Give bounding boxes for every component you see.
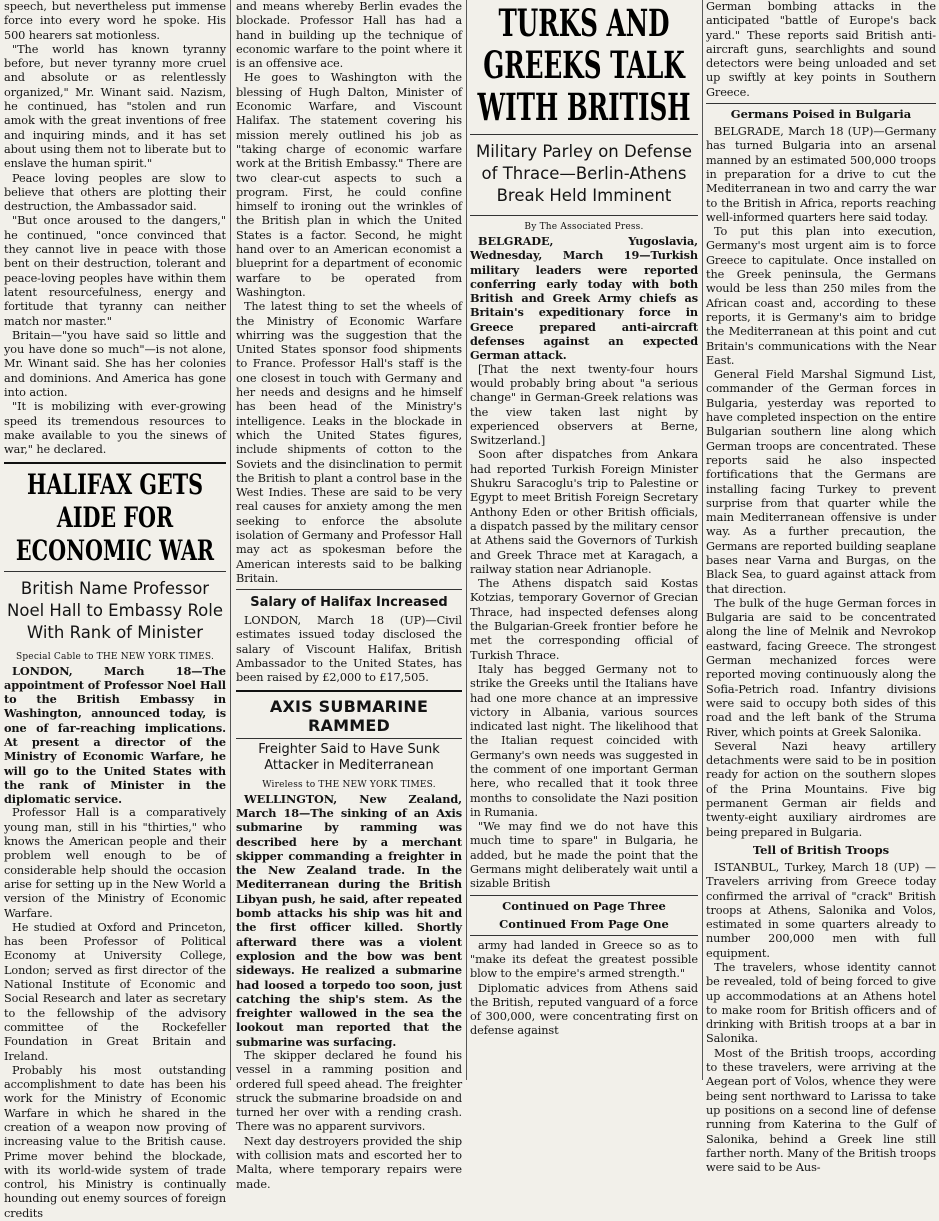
turks-byline: By The Associated Press. — [524, 222, 644, 232]
divider — [236, 738, 462, 739]
halifax-paragraph: Probably his most outstanding accomplishment to date has been his work for the Ministry of Economic Warfare in which he shared in the creation of a weapon now proving of increasing value to the British cause. Prime mover behind the blockade, with its world-wide system of trade control, his Ministry is continually hounding out enemy sources of foreign credits — [4, 1063, 226, 1220]
col1-paragraph: speech, but nevertheless put immense force into every word he spoke. His 500 hearers sat motionless. — [4, 0, 226, 42]
troops-paragraph: The travelers, whose identity cannot be revealed, told of being forced to give up accommodations at an Athens hotel to make room for British officers and of drinking with British troops at a bar in Salonika. — [706, 961, 936, 1046]
submarine-deck: Freighter Said to Have Sunk Attacker in Mediterranean — [258, 741, 440, 773]
col1-paragraph: Britain—"you have said so little and you have done so much"—is not alone, Mr. Winant said. She has her colonies and dominions. And America has gone into action. — [4, 328, 226, 400]
continued-on-page-three: Continued on Page Three — [502, 898, 666, 913]
halifax-paragraph: Professor Hall is a comparatively young man, still in his "thirties," who knows the American people and their problem well enough to be of considerable help should the occasion arise for setting up in the New World a version of the Ministry of Economic Warfare. — [4, 806, 226, 920]
turks-paragraph: Soon after dispatches from Ankara had reported Turkish Foreign Minister Shukru Saracoglu's trip to Palestine or Egypt to meet British Foreign Secretary Anthony Eden or other British officials, a dispatch passed by the military censor at Athens said the Governors of Turkish and Greek Thrace met at Karagach, a railway station near Adrianople. — [470, 448, 698, 576]
column-1 — [4, 0, 226, 1220]
submarine-byline: Wireless to THE NEW YORK TIMES. — [262, 779, 436, 790]
column-rule-1 — [230, 0, 231, 1080]
troops-paragraph: ISTANBUL, Turkey, March 18 (UP) — Travelers arriving from Greece today confirmed the arrival of "crack" British troops at Athens, Salonika and Volos, estimated in some quarters already to number 200,000 men with full equipment. — [706, 860, 936, 960]
divider — [470, 215, 698, 216]
bulgaria-paragraph: The bulk of the huge German forces in Bulgaria are said to be concentrated along the line of Melnik and Nevrokop eastward, facing Greece. The strongest German mechanized forces were reported moving continuously along the Sofia-Petrich road. Infantry divisions were said to occupy both sides of this road and the left bank of the Struma River, which points at Greek Salonika. — [706, 596, 936, 739]
halifax-deck: British Name Professor Noel Hall to Embassy Role With Rank of Minister — [7, 578, 223, 642]
bulgaria-paragraph: BELGRADE, March 18 (UP)—Germany has turned Bulgaria into an arsenal manned by an estimated 500,000 troops in preparation for a drive to cut the Mediterranean in two and carry the war to the British in Africa, reports reaching well-informed quarters here said today. — [706, 125, 936, 224]
submarine-paragraph: Next day destroyers provided the ship with collision mats and escorted her to Malta, where temporary repairs were made. — [236, 1134, 462, 1191]
divider — [4, 571, 226, 572]
turks-paragraph: Italy has begged Germany not to strike the Greeks until the Italians have had one more chance at an impressive victory in Albania, various sources indicated last night. The likelihood that the Italian request coincided with Germany's own needs was suggested in the comment of one important German here, who recalled that it took three months to consolidate the Nazi position in Rumania. — [470, 662, 698, 819]
column-4 — [706, 0, 936, 1175]
col2-paragraph: The latest thing to set the wheels of the Ministry of Economic Warfare whirring was the suggestion that the United States sponsor food shipments to France. Professor Hall's staff is the one closest in touch with Germany and her needs and designs and he himself has been head of the Ministry's intelligence. Leaks in the blockade in which the United States figures, include shipments of cotton to the Soviets and the disinclination to permit the British to plant a control base in the West Indies. These are said to be very real causes for anxiety among the men seeking to enforce the absolute isolation of Germany and Professor Hall may act as spokesman before the American interests said to be balking Britain. — [236, 300, 462, 585]
bulgaria-paragraph: General Field Marshal Sigmund List, commander of the German forces in Bulgaria, yesterday was reported to have completed inspection on the entire Bulgarian southern line along which German troops are concentrated. These reports said he also inspected fortifications that the Germans are installing facing Turkey to prevent surprise from that quarter while the main Mediterranean offensive is under way. As a further precaution, the Germans are reported building seaplane bases near Varna and Burgas, on the Black Sea, to guard against attack from that direction. — [706, 368, 936, 596]
column-3 — [470, 0, 698, 1080]
turks-bracket-note: [That the next twenty-four hours would probably bring about "a serious change" in German-Greek relations was the view taken last night by experienced observers at Berne, Switzerland.] — [470, 362, 698, 448]
divider — [706, 103, 936, 104]
troops-paragraph: Most of the British troops, according to these travelers, were arriving at the Aegean port of Volos, whence they were being sent northward to Larissa to take up positions on a second line of defense running from Katerina to the Gulf of Salonika, behind a Greek line still farther north. Many of the British troops were said to be Aus- — [706, 1046, 936, 1175]
halifax-byline: Special Cable to THE NEW YORK TIMES. — [15, 651, 215, 662]
turks-paragraph: Diplomatic advices from Athens said the British, reputed vanguard of a force of 300,000, were concentrating first on defense against — [470, 981, 698, 1038]
column-2 — [236, 0, 462, 1191]
divider — [470, 895, 698, 896]
submarine-lead: WELLINGTON, New Zealand, March 18—The sinking of an Axis submarine by ramming was described here by a merchant skipper commanding a freighter in the New Zealand trade. In the Mediterranean during the British Libyan push, he said, after repeated bomb attacks his ship was hit and the first officer killed. Shortly afterward there was a violent explosion and the bow was bent sideways. He realized a submarine had loosed a torpedo too soon, just catching the ship's stem. As the freighter wallowed in the sea the lookout man reported that the submarine was surfacing. — [236, 791, 462, 1049]
divider — [236, 589, 462, 590]
continued-from-page-one: Continued From Page One — [499, 916, 669, 931]
col1-paragraph: "But once aroused to the dangers," he continued, "once convinced that they cannot live in peace with those bent on their destruction, tolerant and peace-loving peoples have within them latent resourcefulness, energy and fortitude that tyranny can neither match nor master." — [4, 214, 226, 328]
divider — [470, 935, 698, 936]
halifax-headline: HALIFAX GETS AIDE FOR ECONOMIC WAR — [15, 467, 215, 567]
halifax-lead: LONDON, March 18—The appointment of Professor Noel Hall to the British Embassy in Washington, announced today, is one of far-reaching implications. At present a director of the Ministry of Economic Warfare, he will go to the United States with the rank of Minister in the diplomatic service. — [4, 663, 226, 807]
divider — [4, 462, 226, 464]
column-rule-2 — [466, 0, 467, 1080]
turks-paragraph: The Athens dispatch said Kostas Kotzias, temporary Governor of Grecian Thrace, had inspected defenses along the Bulgarian-Greek frontier before he met the corresponding official of Turkish Thrace. — [470, 577, 698, 662]
salary-paragraph: LONDON, March 18 (UP)—Civil estimates issued today disclosed the salary of Viscount Halifax, British Ambassador to the United States, has been raised by £2,000 to £17,505. — [236, 614, 462, 685]
troops-subhead: Tell of British Troops — [752, 842, 890, 857]
salary-headline: Salary of Halifax Increased — [250, 595, 448, 611]
bulgaria-paragraph: Several Nazi heavy artillery detachments were said to be in position ready for action on the southern slopes of the Prina Mountains. Five big permanent German air fields and twenty-eight auxiliary airdromes are being prepared in Bulgaria. — [706, 739, 936, 839]
submarine-paragraph: The skipper declared he found his vessel in a ramming position and ordered full speed ahead. The freighter struck the submarine broadside on and turned her over with a rending crash. There was no apparent survivors. — [236, 1049, 462, 1134]
col1-paragraph: "It is mobilizing with ever-growing speed its tremendous resources to make available to you the sinews of war," he declared. — [4, 400, 226, 457]
turks-lead: BELGRADE, Yugoslavia, Wednesday, March 19—Turkish military leaders were reported conferring early today with both British and Greek Army chiefs as Britain's expeditionary force in Greece prepared anti-aircraft defenses against an expected German attack. — [470, 234, 698, 363]
turks-deck: Military Parley on Defense of Thrace—Berlin-Athens Break Held Imminent — [475, 142, 693, 205]
turks-paragraph: army had landed in Greece so as to "make its defeat the greatest possible blow to the empire's armed strength." — [470, 938, 698, 981]
submarine-headline: AXIS SUBMARINE RAMMED — [269, 696, 429, 735]
halifax-paragraph: He studied at Oxford and Princeton, has been Professor of Political Economy at University College, London; served as first director of the National Institute of Economic and Social Research and later as secretary to the fellowship of the advisory committee of the Rockefeller Foundation in Great Britain and Ireland. — [4, 920, 226, 1063]
turks-paragraph: "We may find we do not have this much time to spare" in Bulgaria, he added, but he made the point that the Germans might deliberately wait until a sizable British — [470, 820, 698, 891]
col4-paragraph: German bombing attacks in the anticipated "battle of Europe's back yard." These reports said British anti-aircraft guns, searchlights and sound detectors were being unloaded and set up swiftly at key points in Southern Greece. — [706, 0, 936, 99]
col2-paragraph: and means whereby Berlin evades the blockade. Professor Hall has had a hand in building up the technique of economic warfare to the point where it is an offensive ace. — [236, 0, 462, 71]
column-rule-3 — [702, 0, 703, 1080]
bulgaria-paragraph: To put this plan into execution, Germany's most urgent aim is to force Greece to capitulate. Once installed on the Greek peninsula, the Germans would be less than 250 miles from the African coast and, according to these reports, it is Germany's aim to bridge the Mediterranean at this point and cut Britain's communications with the Near East. — [706, 225, 936, 367]
bulgaria-subhead: Germans Poised in Bulgaria — [730, 107, 912, 122]
col1-paragraph: Peace loving peoples are slow to believe that others are plotting their destruction, the Ambassador said. — [4, 171, 226, 214]
divider — [236, 690, 462, 692]
divider — [470, 134, 698, 135]
turks-headline: TURKS AND GREEKS TALK WITH BRITISH — [477, 1, 691, 129]
col2-paragraph: He goes to Washington with the blessing of Hugh Dalton, Minister of Economic Warfare, and Viscount Halifax. The statement covering his mission merely outlined his job as "taking charge of economic warfare work at the British Embassy." There are two clear-cut aspects to such a program. First, he could confine himself to ironing out the wrinkles of the British plan in which the United States is a factor. Second, he might hand over to an American economist a blueprint for a department of economic warfare to be operated from Washington. — [236, 71, 462, 299]
col1-paragraph: "The world has known tyranny before, but never tyranny more cruel and absolute or as relentlessly organized," Mr. Winant said. Nazism, he continued, has "stolen and run amok with the great inventions of free and inquiring minds, and it has set about using them not to liberate but to enslave the human spirit." — [4, 42, 226, 171]
